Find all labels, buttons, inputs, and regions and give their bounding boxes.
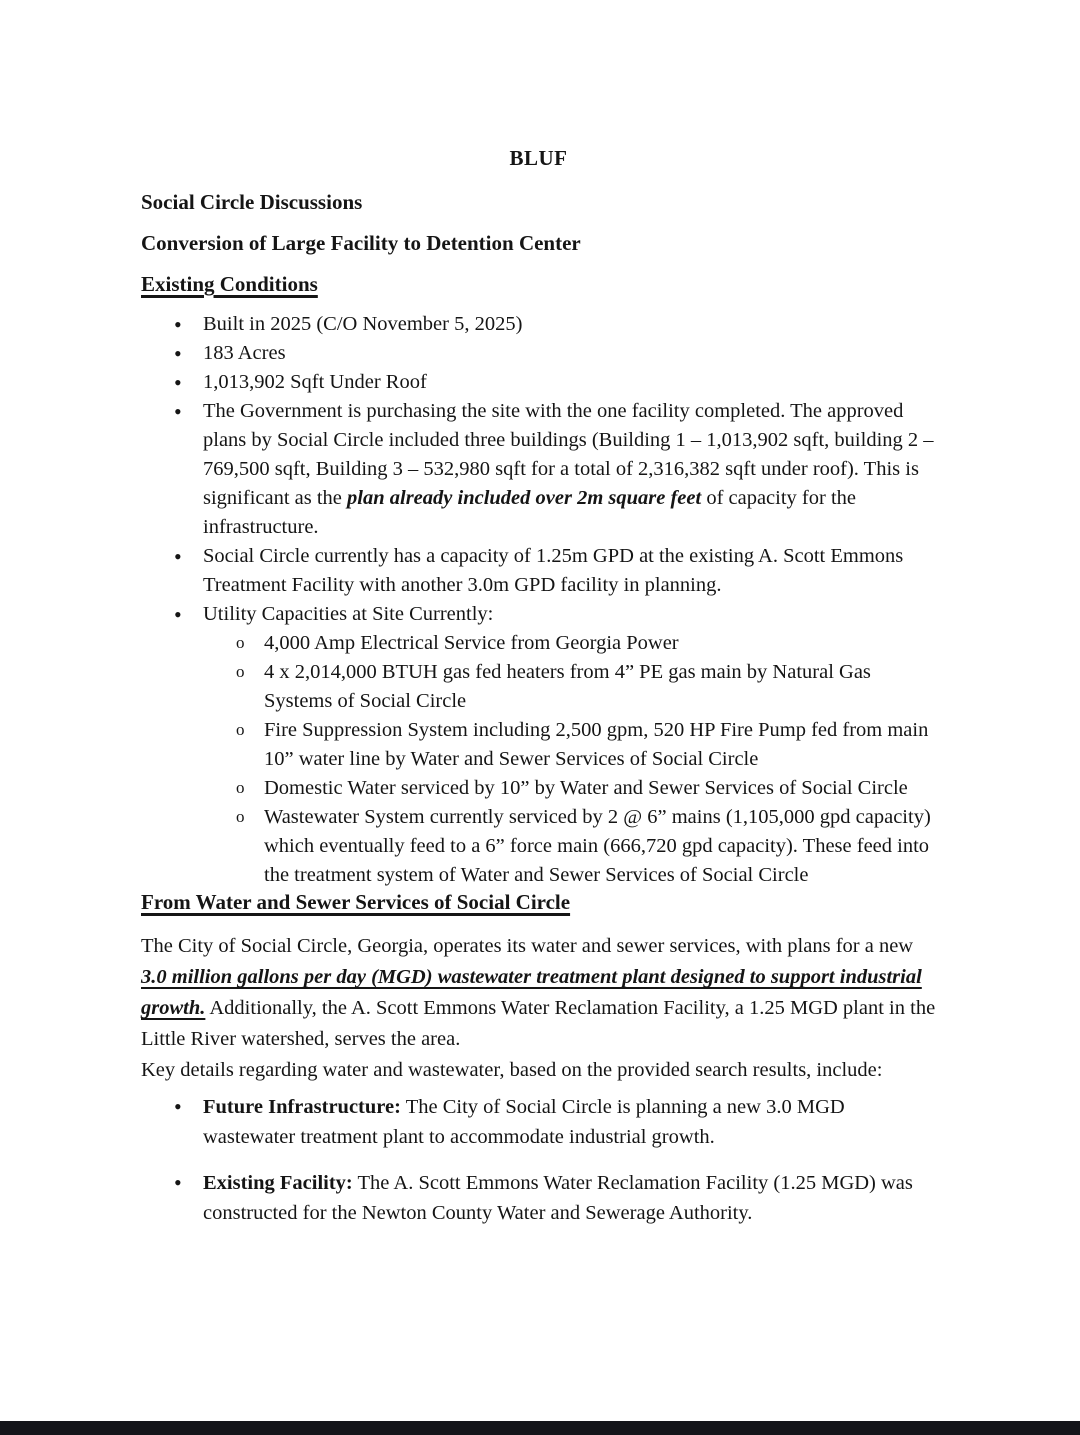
bottom-edge-bar <box>0 1421 1080 1435</box>
utility-capacities-label: Utility Capacities at Site Currently: <box>203 603 494 625</box>
future-infrastructure-text: The City of Social Circle is planning a new 3.0 MGD wastewater treatment plant to accommodate industrial growth. <box>203 1096 845 1148</box>
paragraph-text-pre: The City of Social Circle, Georgia, operates its water and sewer services, with plans for a new <box>141 935 914 957</box>
existing-conditions-list <box>141 310 936 890</box>
purchase-text-pre: The Government is purchasing the site with the one facility completed. The approved plans by Social Circle included three buildings (Building 1 – 1,013,902 sqft, building 2 – 769,500 sqft, Building 3 – 532,980 sqft for a total of 2,316,382 sqft under roof). This is significant as the <box>203 400 934 509</box>
water-sewer-paragraph <box>141 931 936 1055</box>
document-content <box>141 146 936 1244</box>
heading-conversion-detention-center: Conversion of Large Facility to Detention Center <box>141 231 581 255</box>
list-item-future-infrastructure <box>141 1092 936 1152</box>
heading-water-sewer-services: From Water and Sewer Services of Social Circle <box>141 890 571 914</box>
existing-facility-text: The A. Scott Emmons Water Reclamation Facility (1.25 MGD) was constructed for the Newton County Water and Sewerage Authority. <box>203 1172 913 1224</box>
list-item-existing-facility <box>141 1168 936 1228</box>
list-item-government-purchase <box>141 397 936 542</box>
page-title: BLUF <box>509 146 568 170</box>
list-item-built: • Built in 2025 (C/O November 5, 2025) <box>141 310 936 339</box>
list-item-acres: • 183 Acres <box>141 339 936 368</box>
sub-item-domestic-water: o Domestic Water serviced by 10” by Water and Sewer Services of Social Circle <box>203 774 936 803</box>
key-details-intro: Key details regarding water and wastewater, based on the provided search results, include: <box>141 1059 883 1081</box>
paragraph-text-post: Additionally, the A. Scott Emmons Water Reclamation Facility, a 1.25 MGD plant in the Little River watershed, serves the area. <box>141 997 936 1050</box>
existing-facility-label: Existing Facility: <box>203 1172 353 1194</box>
purchase-text-emphasis: plan already included over 2m square feet <box>347 487 702 509</box>
purchase-text-post: of capacity for the infrastructure. <box>203 487 856 538</box>
key-details-list <box>141 1092 936 1228</box>
list-item-sqft: • 1,013,902 Sqft Under Roof <box>141 368 936 397</box>
sub-item-gas: o 4 x 2,014,000 BTUH gas fed heaters from 4” PE gas main by Natural Gas Systems of Social Circle <box>203 658 936 716</box>
sub-item-wastewater: o Wastewater System currently serviced by 2 @ 6” mains (1,105,000 gpd capacity) which eventually feed to a 6” force main (666,720 gpd capacity). These feed into the treatment system of Water and Sewer Services of Social Circle <box>203 803 936 890</box>
sub-item-fire-suppression: o Fire Suppression System including 2,500 gpm, 520 HP Fire Pump fed from main 10” water line by Water and Sewer Services of Social Circle <box>203 716 936 774</box>
paragraph-text-emphasis: 3.0 million gallons per day (MGD) wastewater treatment plant designed to support industrial growth. <box>141 966 922 1019</box>
heading-social-circle-discussions: Social Circle Discussions <box>141 190 363 214</box>
utility-capacities-sublist <box>203 629 936 890</box>
future-infrastructure-label: Future Infrastructure: <box>203 1096 401 1118</box>
list-item-capacity: • Social Circle currently has a capacity of 1.25m GPD at the existing A. Scott Emmons Treatment Facility with another 3.0m GPD facility in planning. <box>141 542 936 600</box>
sub-item-electrical: o 4,000 Amp Electrical Service from Georgia Power <box>203 629 936 658</box>
heading-existing-conditions: Existing Conditions <box>141 272 318 296</box>
list-item-utility-capacities <box>141 600 936 890</box>
